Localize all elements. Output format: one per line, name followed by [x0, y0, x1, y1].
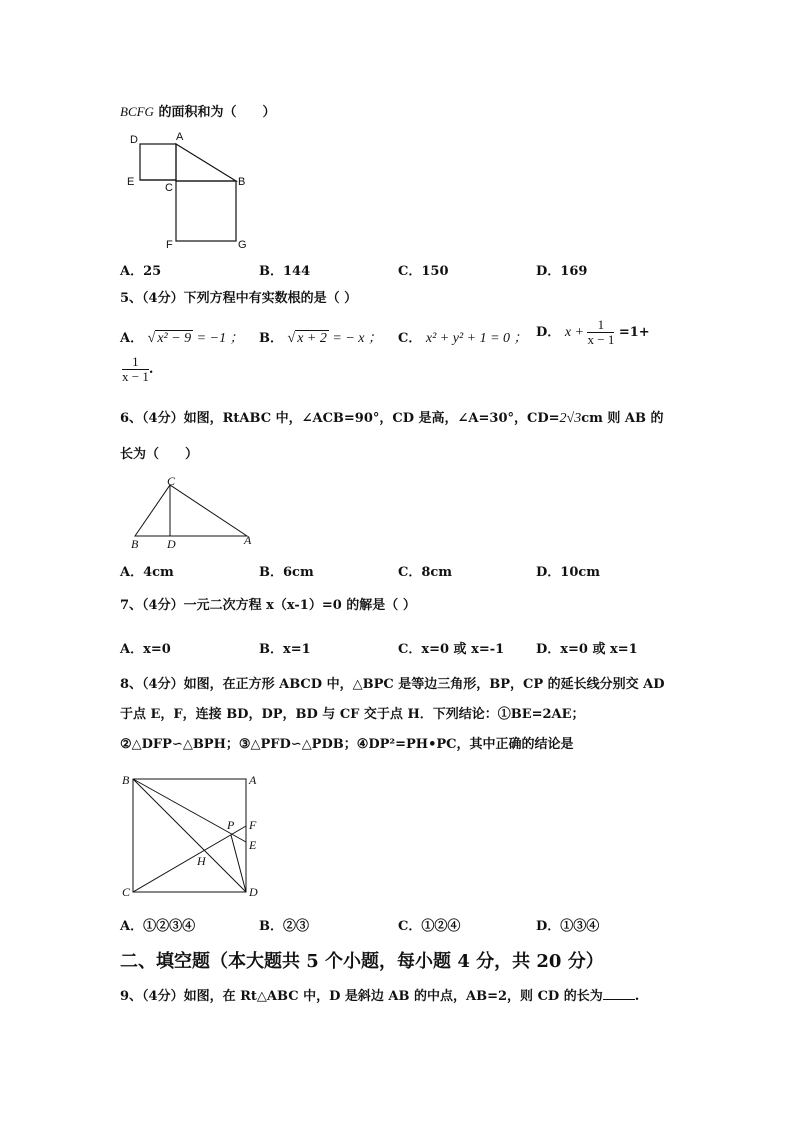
q6-option-b: B．6cm [259, 565, 314, 580]
q9-stem: 9、（4分）如图，在 Rt△ABC 中，D 是斜边 AB 的中点，AB=2，则 CD 的长为 . [120, 989, 640, 1004]
q8-label-e: E [249, 838, 257, 852]
q6-cd-value: 2√3 [559, 411, 582, 426]
q6-figure [125, 476, 260, 551]
q8-label-d: D [249, 885, 258, 899]
q7-option-b: B．x=1 [259, 642, 311, 657]
q7-stem: 7、（4分）一元二次方程 x（x-1）=0 的解是（ ） [120, 598, 416, 613]
q4-label-g: G [238, 239, 247, 251]
q9-answer-blank[interactable] [603, 999, 635, 1000]
q4-label-f: F [166, 239, 173, 251]
q5-option-c: C． x² + y² + 1 = 0 ； [398, 331, 528, 346]
q4-triangle [176, 144, 236, 181]
q6-label-c: C [167, 476, 176, 488]
q8-stem-line1: 8、（4分）如图，在正方形 ABCD 中，△BPC 是等边三角形，BP，CP 的延长线分别交 AD [120, 677, 665, 692]
q5-b-math: √ x + 2 = − x ； [287, 331, 382, 346]
q5-option-b: B． √ x + 2 = − x ； [259, 331, 382, 346]
q8-line-pd [231, 835, 246, 892]
q8-label-b: B [122, 773, 130, 787]
section-2-title: 二、填空题（本大题共 5 个小题，每小题 4 分，共 20 分） [120, 951, 604, 972]
q8-stem-line2: 于点 E，F，连接 BD，DP，BD 与 CF 交于点 H．下列结论：①BE=2AE； [120, 707, 585, 722]
q7-option-c: C．x=0 或 x=-1 [398, 642, 505, 657]
q8-option-d: D．①③④ [536, 919, 600, 934]
q8-figure [118, 768, 268, 900]
q8-option-b: B．②③ [259, 919, 309, 934]
q8-label-a: A [249, 773, 257, 787]
q7-option-a: A．x=0 [120, 642, 171, 657]
q8-label-h: H [197, 854, 206, 868]
q7-option-d: D．x=0 或 x=1 [536, 642, 638, 657]
q5-option-a: A． √ x² − 9 = −1 ； [120, 331, 244, 346]
q4-option-c: C．150 [398, 264, 449, 279]
q8-option-c: C．①②④ [398, 919, 461, 934]
q4-option-a: A．25 [120, 264, 162, 279]
q4-option-b: B．144 [259, 264, 311, 279]
q4-stem-tail [120, 103, 275, 122]
q5-option-d: D． x + $\frac{1}{x - 1}$ =1+ [536, 317, 650, 347]
q4-label-e: E [127, 176, 135, 188]
q5-d-fraction: $\frac{1}{x - 1}$ [587, 317, 615, 347]
q6-label-a: A [244, 533, 252, 547]
q6-triangle [135, 485, 247, 536]
q4-figure [118, 128, 258, 252]
q4-option-d: D．169 [536, 264, 588, 279]
q4-var: BCFG [120, 104, 154, 119]
q6-label-d: D [167, 537, 176, 551]
q4-label-a: A [176, 131, 184, 143]
q6-stem-line2: 长为（ ） [120, 447, 199, 462]
q4-label-d: D [130, 134, 138, 146]
q4-label-b: B [238, 176, 246, 188]
q8-label-f: F [249, 818, 257, 832]
q4-small-square [140, 144, 176, 180]
q8-line-be [133, 779, 246, 842]
q5-option-d-continued: $\frac{1}{x - 1}$ . [122, 354, 154, 384]
q6-option-c: C．8cm [398, 565, 453, 580]
q5-a-math: √ x² − 9 = −1 ； [147, 331, 244, 346]
q6-label-b: B [131, 537, 139, 551]
q6-option-a: A．4cm [120, 565, 174, 580]
q5-stem: 5、（4分）下列方程中有实数根的是（ ） [120, 291, 358, 306]
q4-label-c: C [165, 182, 173, 194]
q6-stem-line1: 6、（4分）如图，RtABC 中，∠ACB=90°，CD 是高，∠A=30°，CD=2√3cm 则 AB 的 [120, 411, 664, 426]
q8-label-c: C [122, 885, 131, 899]
q4-large-square [176, 181, 236, 241]
q8-label-p: P [227, 818, 235, 832]
q4-tail-text: 的面积和为（ ） [153, 105, 276, 120]
q5-c-math: x² + y² + 1 = 0 ； [425, 331, 528, 346]
q8-option-a: A．①②③④ [120, 919, 196, 934]
q6-option-d: D．10cm [536, 565, 601, 580]
q8-stem-line3: ②△DFP∽△BPH；③△PFD∽△PDB；④DP²=PH•PC，其中正确的结论是 [120, 737, 574, 752]
